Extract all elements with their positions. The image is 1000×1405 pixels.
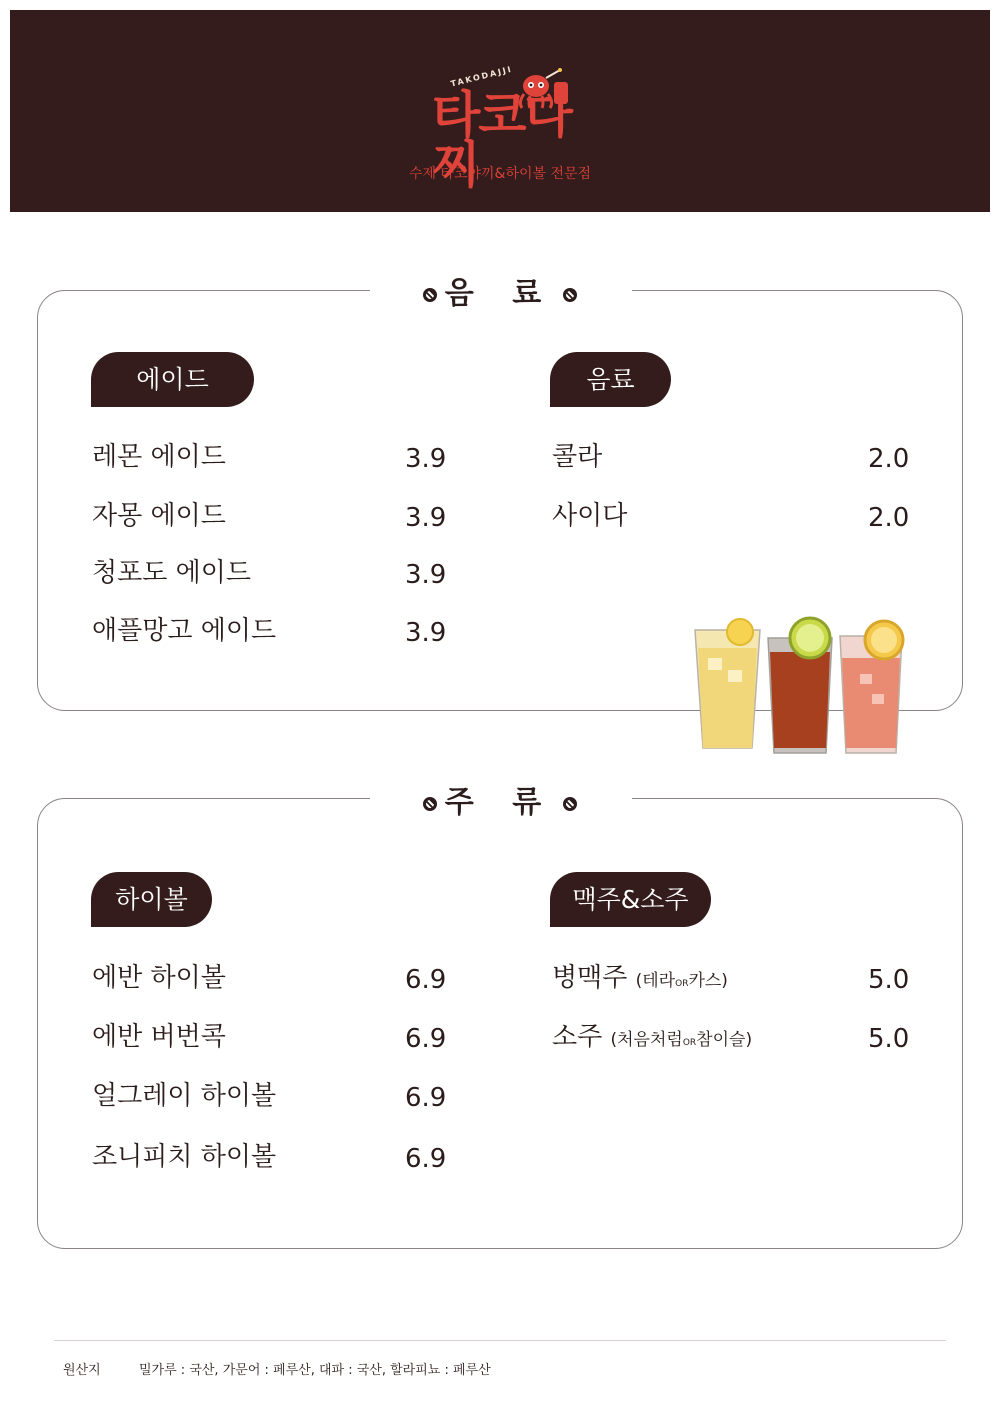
menu-item-name: 조니피치 하이볼 — [92, 1142, 277, 1172]
origin-text: 밀가루 : 국산, 가문어 : 페루산, 대파 : 국산, 할라피뇨 : 페루산 — [139, 1363, 491, 1378]
menu-item-price: 2.0 — [868, 503, 910, 533]
menu-item-name: 에반 버번콕 — [92, 1022, 226, 1052]
menu-item-price: 5.0 — [868, 1024, 910, 1054]
menu-item-beer — [552, 965, 728, 991]
menu-item-price: 6.9 — [405, 1083, 447, 1113]
title-dot-icon — [563, 288, 577, 302]
title-dot-icon — [563, 797, 577, 811]
brand-subtitle: 수제 타코야끼&하이볼 전문점 — [408, 166, 592, 182]
menu-item-name: 사이다 — [552, 501, 628, 531]
menu-item-name: 소주 — [552, 1022, 603, 1052]
category-tag-ade: 에이드 — [91, 352, 254, 407]
menu-item-name: 레몬 에이드 — [92, 442, 226, 472]
drinks-illustration — [690, 608, 910, 758]
menu-item-name: 청포도 에이드 — [92, 558, 251, 588]
menu-item-name: 콜라 — [552, 442, 603, 472]
brand-name: 타코다찌 — [432, 86, 571, 194]
menu-item-name: 애플망고 에이드 — [92, 616, 277, 646]
menu-item-name: 병맥주 — [552, 963, 628, 993]
menu-item-note: (처음처럼OR참이슬) — [610, 1030, 753, 1050]
menu-item-note: (테라OR카스) — [635, 971, 728, 991]
section-title-alcohol: 주 류 — [0, 777, 1000, 821]
title-dot-icon — [423, 288, 437, 302]
logo-arc-text: TAKODAJJI — [449, 64, 514, 89]
category-tag-highball: 하이볼 — [91, 872, 212, 927]
menu-item-price: 2.0 — [868, 444, 910, 474]
menu-item-price: 3.9 — [405, 503, 447, 533]
menu-item-price: 6.9 — [405, 1024, 447, 1054]
menu-item-price: 6.9 — [405, 1144, 447, 1174]
menu-item-price: 3.9 — [405, 618, 447, 648]
menu-item-name: 자몽 에이드 — [92, 501, 226, 531]
footer-divider — [54, 1340, 946, 1341]
menu-item-price: 3.9 — [405, 560, 447, 590]
category-tag-beer-soju: 맥주&소주 — [550, 872, 711, 927]
origin-label: 원산지 — [63, 1363, 101, 1378]
menu-item-soju — [552, 1024, 752, 1050]
category-tag-beverage: 음료 — [550, 352, 671, 407]
header-banner — [10, 10, 990, 212]
menu-item-price: 3.9 — [405, 444, 447, 474]
menu-item-name: 에반 하이볼 — [92, 963, 226, 993]
menu-item-price: 6.9 — [405, 965, 447, 995]
menu-item-price: 5.0 — [868, 965, 910, 995]
menu-item-name: 얼그레이 하이볼 — [92, 1081, 277, 1111]
title-dot-icon — [423, 797, 437, 811]
section-title-drinks: 음 료 — [0, 268, 1000, 312]
